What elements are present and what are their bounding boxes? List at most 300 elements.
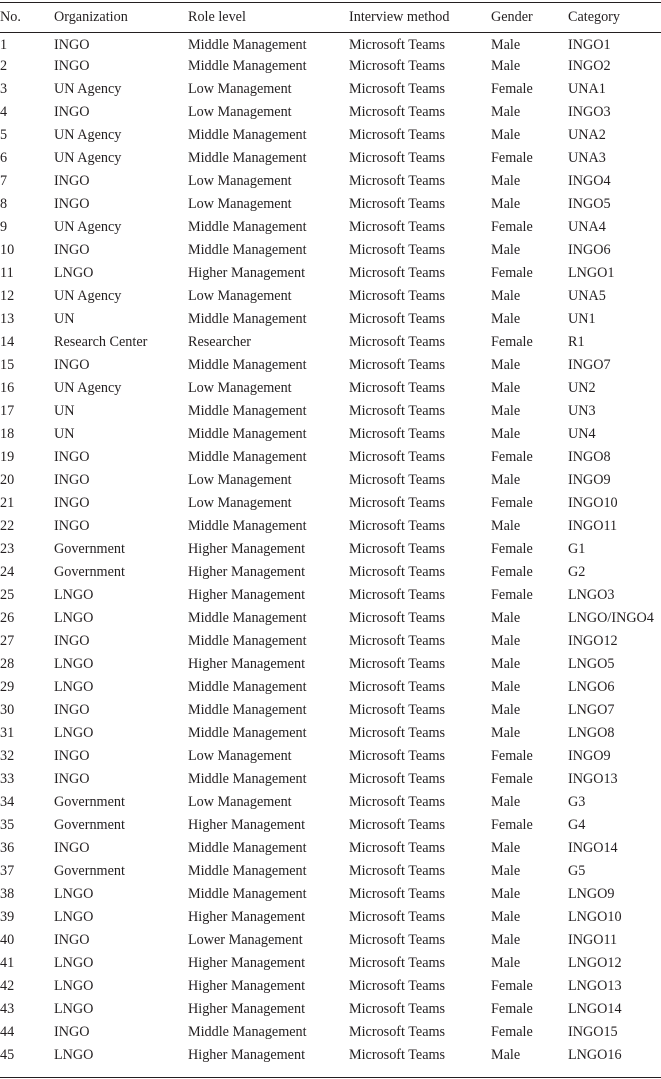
cell-gender: Male	[491, 702, 521, 718]
cell-interview-method: Microsoft Teams	[349, 541, 446, 557]
cell-interview-method: Microsoft Teams	[349, 150, 446, 166]
cell-role-level: Middle Management	[188, 449, 307, 465]
cell-no: 34	[0, 794, 15, 810]
cell-category: INGO9	[568, 472, 611, 488]
cell-no: 6	[0, 150, 8, 166]
cell-category: INGO15	[568, 1024, 618, 1040]
table-row	[0, 676, 661, 699]
cell-organization: INGO	[54, 104, 90, 120]
cell-category: INGO11	[568, 932, 618, 948]
cell-no: 38	[0, 886, 15, 902]
cell-organization: UN Agency	[54, 81, 122, 97]
cell-gender: Female	[491, 334, 533, 350]
cell-no: 36	[0, 840, 15, 856]
cell-role-level: Low Management	[188, 794, 292, 810]
cell-role-level: Middle Management	[188, 518, 307, 534]
cell-gender: Female	[491, 265, 533, 281]
cell-interview-method: Microsoft Teams	[349, 817, 446, 833]
cell-category: INGO3	[568, 104, 611, 120]
cell-gender: Male	[491, 1047, 521, 1063]
cell-category: UN1	[568, 311, 596, 327]
table-row	[0, 124, 661, 147]
cell-interview-method: Microsoft Teams	[349, 1001, 446, 1017]
cell-category: INGO2	[568, 58, 611, 74]
cell-category: G5	[568, 863, 586, 879]
cell-role-level: Higher Management	[188, 587, 306, 603]
cell-gender: Male	[491, 357, 521, 373]
cell-organization: Government	[54, 564, 125, 580]
cell-no: 15	[0, 357, 15, 373]
cell-role-level: Middle Management	[188, 219, 307, 235]
cell-organization: INGO	[54, 242, 90, 258]
cell-role-level: Low Management	[188, 104, 292, 120]
cell-role-level: Low Management	[188, 81, 292, 97]
cell-organization: LNGO	[54, 955, 94, 971]
cell-gender: Male	[491, 725, 521, 741]
cell-gender: Male	[491, 426, 521, 442]
cell-role-level: Low Management	[188, 495, 292, 511]
cell-gender: Male	[491, 104, 521, 120]
cell-no: 28	[0, 656, 15, 672]
cell-category: INGO12	[568, 633, 618, 649]
cell-no: 7	[0, 173, 8, 189]
cell-interview-method: Microsoft Teams	[349, 334, 446, 350]
cell-gender: Male	[491, 610, 521, 626]
cell-interview-method: Microsoft Teams	[349, 518, 446, 534]
cell-interview-method: Microsoft Teams	[349, 219, 446, 235]
cell-organization: LNGO	[54, 610, 94, 626]
cell-no: 22	[0, 518, 15, 534]
table-row	[0, 147, 661, 170]
cell-gender: Male	[491, 909, 521, 925]
cell-category: INGO9	[568, 748, 611, 764]
table-row	[0, 630, 661, 653]
cell-organization: LNGO	[54, 725, 94, 741]
cell-role-level: Middle Management	[188, 426, 307, 442]
cell-interview-method: Microsoft Teams	[349, 357, 446, 373]
cell-category: G4	[568, 817, 586, 833]
table-row	[0, 837, 661, 860]
cell-interview-method: Microsoft Teams	[349, 978, 446, 994]
cell-category: LNGO3	[568, 587, 615, 603]
table-row	[0, 377, 661, 400]
table-row	[0, 423, 661, 446]
cell-interview-method: Microsoft Teams	[349, 265, 446, 281]
cell-gender: Male	[491, 58, 521, 74]
cell-organization: LNGO	[54, 587, 94, 603]
cell-category: LNGO10	[568, 909, 622, 925]
cell-gender: Female	[491, 541, 533, 557]
cell-no: 31	[0, 725, 15, 741]
table-row	[0, 607, 661, 630]
header-interview-method: Interview method	[349, 9, 450, 25]
cell-no: 8	[0, 196, 8, 212]
cell-interview-method: Microsoft Teams	[349, 403, 446, 419]
cell-role-level: Higher Management	[188, 656, 306, 672]
cell-category: INGO5	[568, 196, 611, 212]
cell-role-level: Higher Management	[188, 955, 306, 971]
cell-role-level: Higher Management	[188, 564, 306, 580]
cell-no: 19	[0, 449, 15, 465]
cell-gender: Male	[491, 403, 521, 419]
cell-category: INGO4	[568, 173, 611, 189]
cell-category: LNGO16	[568, 1047, 622, 1063]
cell-role-level: Middle Management	[188, 886, 307, 902]
cell-organization: UN	[54, 403, 75, 419]
cell-interview-method: Microsoft Teams	[349, 932, 446, 948]
cell-role-level: Low Management	[188, 748, 292, 764]
cell-role-level: Low Management	[188, 380, 292, 396]
cell-interview-method: Microsoft Teams	[349, 725, 446, 741]
table-row	[0, 32, 661, 55]
table-row	[0, 952, 661, 975]
cell-organization: LNGO	[54, 679, 94, 695]
cell-no: 24	[0, 564, 15, 580]
cell-no: 2	[0, 58, 8, 74]
cell-organization: INGO	[54, 196, 90, 212]
cell-role-level: Middle Management	[188, 771, 307, 787]
header-gender: Gender	[491, 9, 533, 25]
cell-category: INGO7	[568, 357, 611, 373]
cell-no: 23	[0, 541, 15, 557]
cell-role-level: Middle Management	[188, 702, 307, 718]
cell-organization: UN Agency	[54, 219, 122, 235]
cell-no: 27	[0, 633, 15, 649]
cell-category: G2	[568, 564, 586, 580]
cell-role-level: Low Management	[188, 288, 292, 304]
cell-category: LNGO14	[568, 1001, 622, 1017]
cell-interview-method: Microsoft Teams	[349, 242, 446, 258]
cell-no: 14	[0, 334, 15, 350]
table-row	[0, 78, 661, 101]
cell-role-level: Middle Management	[188, 242, 307, 258]
cell-category: LNGO12	[568, 955, 622, 971]
table-row	[0, 170, 661, 193]
cell-category: INGO11	[568, 518, 618, 534]
cell-organization: LNGO	[54, 656, 94, 672]
table-row	[0, 216, 661, 239]
cell-gender: Male	[491, 679, 521, 695]
table-row	[0, 469, 661, 492]
cell-category: INGO13	[568, 771, 618, 787]
cell-interview-method: Microsoft Teams	[349, 656, 446, 672]
cell-gender: Male	[491, 863, 521, 879]
cell-organization: Government	[54, 541, 125, 557]
cell-gender: Female	[491, 495, 533, 511]
cell-organization: INGO	[54, 1024, 90, 1040]
cell-role-level: Middle Management	[188, 311, 307, 327]
table-row	[0, 906, 661, 929]
cell-interview-method: Microsoft Teams	[349, 311, 446, 327]
cell-role-level: Lower Management	[188, 932, 303, 948]
cell-category: UNA4	[568, 219, 606, 235]
cell-interview-method: Microsoft Teams	[349, 610, 446, 626]
cell-role-level: Higher Management	[188, 978, 306, 994]
cell-category: INGO14	[568, 840, 618, 856]
cell-no: 16	[0, 380, 15, 396]
cell-no: 26	[0, 610, 15, 626]
cell-interview-method: Microsoft Teams	[349, 173, 446, 189]
cell-role-level: Higher Management	[188, 817, 306, 833]
cell-gender: Male	[491, 311, 521, 327]
cell-role-level: Middle Management	[188, 1024, 307, 1040]
cell-gender: Male	[491, 794, 521, 810]
cell-role-level: Low Management	[188, 196, 292, 212]
cell-organization: INGO	[54, 173, 90, 189]
cell-interview-method: Microsoft Teams	[349, 886, 446, 902]
cell-category: INGO6	[568, 242, 611, 258]
cell-category: UNA1	[568, 81, 606, 97]
cell-no: 11	[0, 265, 14, 281]
cell-gender: Female	[491, 1024, 533, 1040]
cell-category: UN3	[568, 403, 596, 419]
cell-interview-method: Microsoft Teams	[349, 426, 446, 442]
cell-no: 41	[0, 955, 15, 971]
cell-role-level: Higher Management	[188, 1001, 306, 1017]
cell-gender: Female	[491, 449, 533, 465]
table-row	[0, 331, 661, 354]
table-row	[0, 1044, 661, 1067]
cell-role-level: Middle Management	[188, 403, 307, 419]
cell-no: 13	[0, 311, 15, 327]
cell-organization: LNGO	[54, 909, 94, 925]
cell-interview-method: Microsoft Teams	[349, 702, 446, 718]
cell-organization: Research Center	[54, 334, 148, 350]
cell-gender: Male	[491, 36, 521, 53]
cell-category: LNGO13	[568, 978, 622, 994]
cell-gender: Male	[491, 633, 521, 649]
cell-no: 3	[0, 81, 8, 97]
cell-gender: Female	[491, 587, 533, 603]
cell-no: 20	[0, 472, 15, 488]
cell-role-level: Middle Management	[188, 633, 307, 649]
cell-role-level: Researcher	[188, 334, 252, 350]
table-row	[0, 1021, 661, 1044]
cell-category: INGO8	[568, 449, 611, 465]
table-row	[0, 446, 661, 469]
cell-organization: INGO	[54, 702, 90, 718]
header-organization: Organization	[54, 9, 128, 25]
cell-no: 9	[0, 219, 8, 235]
cell-organization: UN	[54, 311, 75, 327]
cell-interview-method: Microsoft Teams	[349, 472, 446, 488]
cell-gender: Female	[491, 748, 533, 764]
table-row	[0, 55, 661, 78]
cell-no: 12	[0, 288, 15, 304]
cell-role-level: Middle Management	[188, 863, 307, 879]
cell-interview-method: Microsoft Teams	[349, 380, 446, 396]
table-body	[0, 32, 661, 1067]
cell-gender: Male	[491, 656, 521, 672]
table-header-row	[0, 3, 661, 32]
cell-organization: INGO	[54, 36, 90, 53]
cell-category: LNGO7	[568, 702, 615, 718]
cell-interview-method: Microsoft Teams	[349, 127, 446, 143]
cell-interview-method: Microsoft Teams	[349, 81, 446, 97]
header-category: Category	[568, 9, 621, 25]
table-row	[0, 722, 661, 745]
cell-category: LNGO8	[568, 725, 615, 741]
table-row	[0, 492, 661, 515]
cell-role-level: Middle Management	[188, 150, 307, 166]
cell-category: INGO1	[568, 36, 611, 53]
cell-role-level: Higher Management	[188, 909, 306, 925]
cell-gender: Female	[491, 81, 533, 97]
cell-role-level: Middle Management	[188, 679, 307, 695]
table-row	[0, 883, 661, 906]
cell-organization: LNGO	[54, 1047, 94, 1063]
cell-interview-method: Microsoft Teams	[349, 794, 446, 810]
table-row	[0, 354, 661, 377]
cell-category: G3	[568, 794, 586, 810]
table-row	[0, 860, 661, 883]
cell-interview-method: Microsoft Teams	[349, 288, 446, 304]
cell-organization: UN Agency	[54, 380, 122, 396]
cell-role-level: Middle Management	[188, 725, 307, 741]
cell-role-level: Middle Management	[188, 610, 307, 626]
cell-no: 33	[0, 771, 15, 787]
cell-organization: LNGO	[54, 978, 94, 994]
table-row	[0, 285, 661, 308]
cell-gender: Male	[491, 196, 521, 212]
cell-category: UNA5	[568, 288, 606, 304]
cell-gender: Female	[491, 150, 533, 166]
table-row	[0, 561, 661, 584]
cell-role-level: Middle Management	[188, 357, 307, 373]
cell-category: UN2	[568, 380, 596, 396]
table-row	[0, 515, 661, 538]
cell-gender: Male	[491, 472, 521, 488]
table-row	[0, 768, 661, 791]
cell-gender: Female	[491, 771, 533, 787]
cell-category: LNGO9	[568, 886, 615, 902]
cell-organization: INGO	[54, 518, 90, 534]
cell-category: LNGO1	[568, 265, 615, 281]
cell-organization: INGO	[54, 771, 90, 787]
table-row	[0, 699, 661, 722]
table-row	[0, 584, 661, 607]
cell-role-level: Middle Management	[188, 36, 307, 53]
cell-organization: UN Agency	[54, 288, 122, 304]
cell-interview-method: Microsoft Teams	[349, 771, 446, 787]
table-row	[0, 193, 661, 216]
table-row	[0, 308, 661, 331]
cell-no: 5	[0, 127, 8, 143]
cell-interview-method: Microsoft Teams	[349, 863, 446, 879]
cell-gender: Female	[491, 564, 533, 580]
cell-no: 45	[0, 1047, 15, 1063]
cell-category: LNGO5	[568, 656, 615, 672]
cell-gender: Male	[491, 380, 521, 396]
table-row	[0, 791, 661, 814]
cell-organization: Government	[54, 863, 125, 879]
cell-organization: LNGO	[54, 886, 94, 902]
table-row	[0, 262, 661, 285]
cell-organization: INGO	[54, 449, 90, 465]
cell-interview-method: Microsoft Teams	[349, 909, 446, 925]
cell-gender: Male	[491, 242, 521, 258]
cell-interview-method: Microsoft Teams	[349, 633, 446, 649]
cell-gender: Male	[491, 173, 521, 189]
cell-organization: INGO	[54, 633, 90, 649]
cell-category: R1	[568, 334, 585, 350]
cell-role-level: Middle Management	[188, 840, 307, 856]
cell-organization: LNGO	[54, 265, 94, 281]
cell-no: 37	[0, 863, 15, 879]
cell-no: 17	[0, 403, 15, 419]
table-row	[0, 745, 661, 768]
cell-gender: Male	[491, 518, 521, 534]
cell-no: 42	[0, 978, 15, 994]
cell-category: UNA2	[568, 127, 606, 143]
cell-interview-method: Microsoft Teams	[349, 1047, 446, 1063]
cell-gender: Male	[491, 840, 521, 856]
cell-organization: INGO	[54, 748, 90, 764]
cell-interview-method: Microsoft Teams	[349, 196, 446, 212]
cell-role-level: Higher Management	[188, 541, 306, 557]
cell-interview-method: Microsoft Teams	[349, 748, 446, 764]
cell-organization: Government	[54, 817, 125, 833]
cell-organization: INGO	[54, 472, 90, 488]
table-row	[0, 929, 661, 952]
cell-organization: INGO	[54, 357, 90, 373]
cell-organization: INGO	[54, 58, 90, 74]
cell-role-level: Low Management	[188, 173, 292, 189]
cell-interview-method: Microsoft Teams	[349, 495, 446, 511]
cell-category: LNGO6	[568, 679, 615, 695]
cell-no: 43	[0, 1001, 15, 1017]
cell-interview-method: Microsoft Teams	[349, 36, 446, 53]
header-no: No.	[0, 9, 21, 25]
cell-role-level: Higher Management	[188, 1047, 306, 1063]
cell-no: 25	[0, 587, 15, 603]
cell-role-level: Higher Management	[188, 265, 306, 281]
cell-category: LNGO/INGO4	[568, 610, 654, 626]
cell-category: INGO10	[568, 495, 618, 511]
cell-organization: LNGO	[54, 1001, 94, 1017]
cell-gender: Female	[491, 978, 533, 994]
interviewees-table	[0, 3, 661, 1067]
table-row	[0, 239, 661, 262]
cell-category: G1	[568, 541, 586, 557]
cell-organization: INGO	[54, 840, 90, 856]
table-row	[0, 538, 661, 561]
cell-gender: Male	[491, 955, 521, 971]
cell-no: 32	[0, 748, 15, 764]
table-row	[0, 975, 661, 998]
cell-interview-method: Microsoft Teams	[349, 564, 446, 580]
cell-no: 10	[0, 242, 15, 258]
cell-organization: INGO	[54, 932, 90, 948]
table-bottom-rule	[0, 1077, 661, 1078]
cell-interview-method: Microsoft Teams	[349, 840, 446, 856]
cell-interview-method: Microsoft Teams	[349, 58, 446, 74]
cell-organization: UN Agency	[54, 150, 122, 166]
cell-no: 35	[0, 817, 15, 833]
cell-no: 39	[0, 909, 15, 925]
cell-no: 1	[0, 36, 8, 53]
cell-no: 18	[0, 426, 15, 442]
cell-no: 4	[0, 104, 8, 120]
cell-gender: Male	[491, 288, 521, 304]
cell-gender: Male	[491, 127, 521, 143]
cell-category: UNA3	[568, 150, 606, 166]
cell-gender: Male	[491, 886, 521, 902]
cell-gender: Female	[491, 1001, 533, 1017]
cell-no: 40	[0, 932, 15, 948]
cell-role-level: Middle Management	[188, 127, 307, 143]
table-row	[0, 653, 661, 676]
